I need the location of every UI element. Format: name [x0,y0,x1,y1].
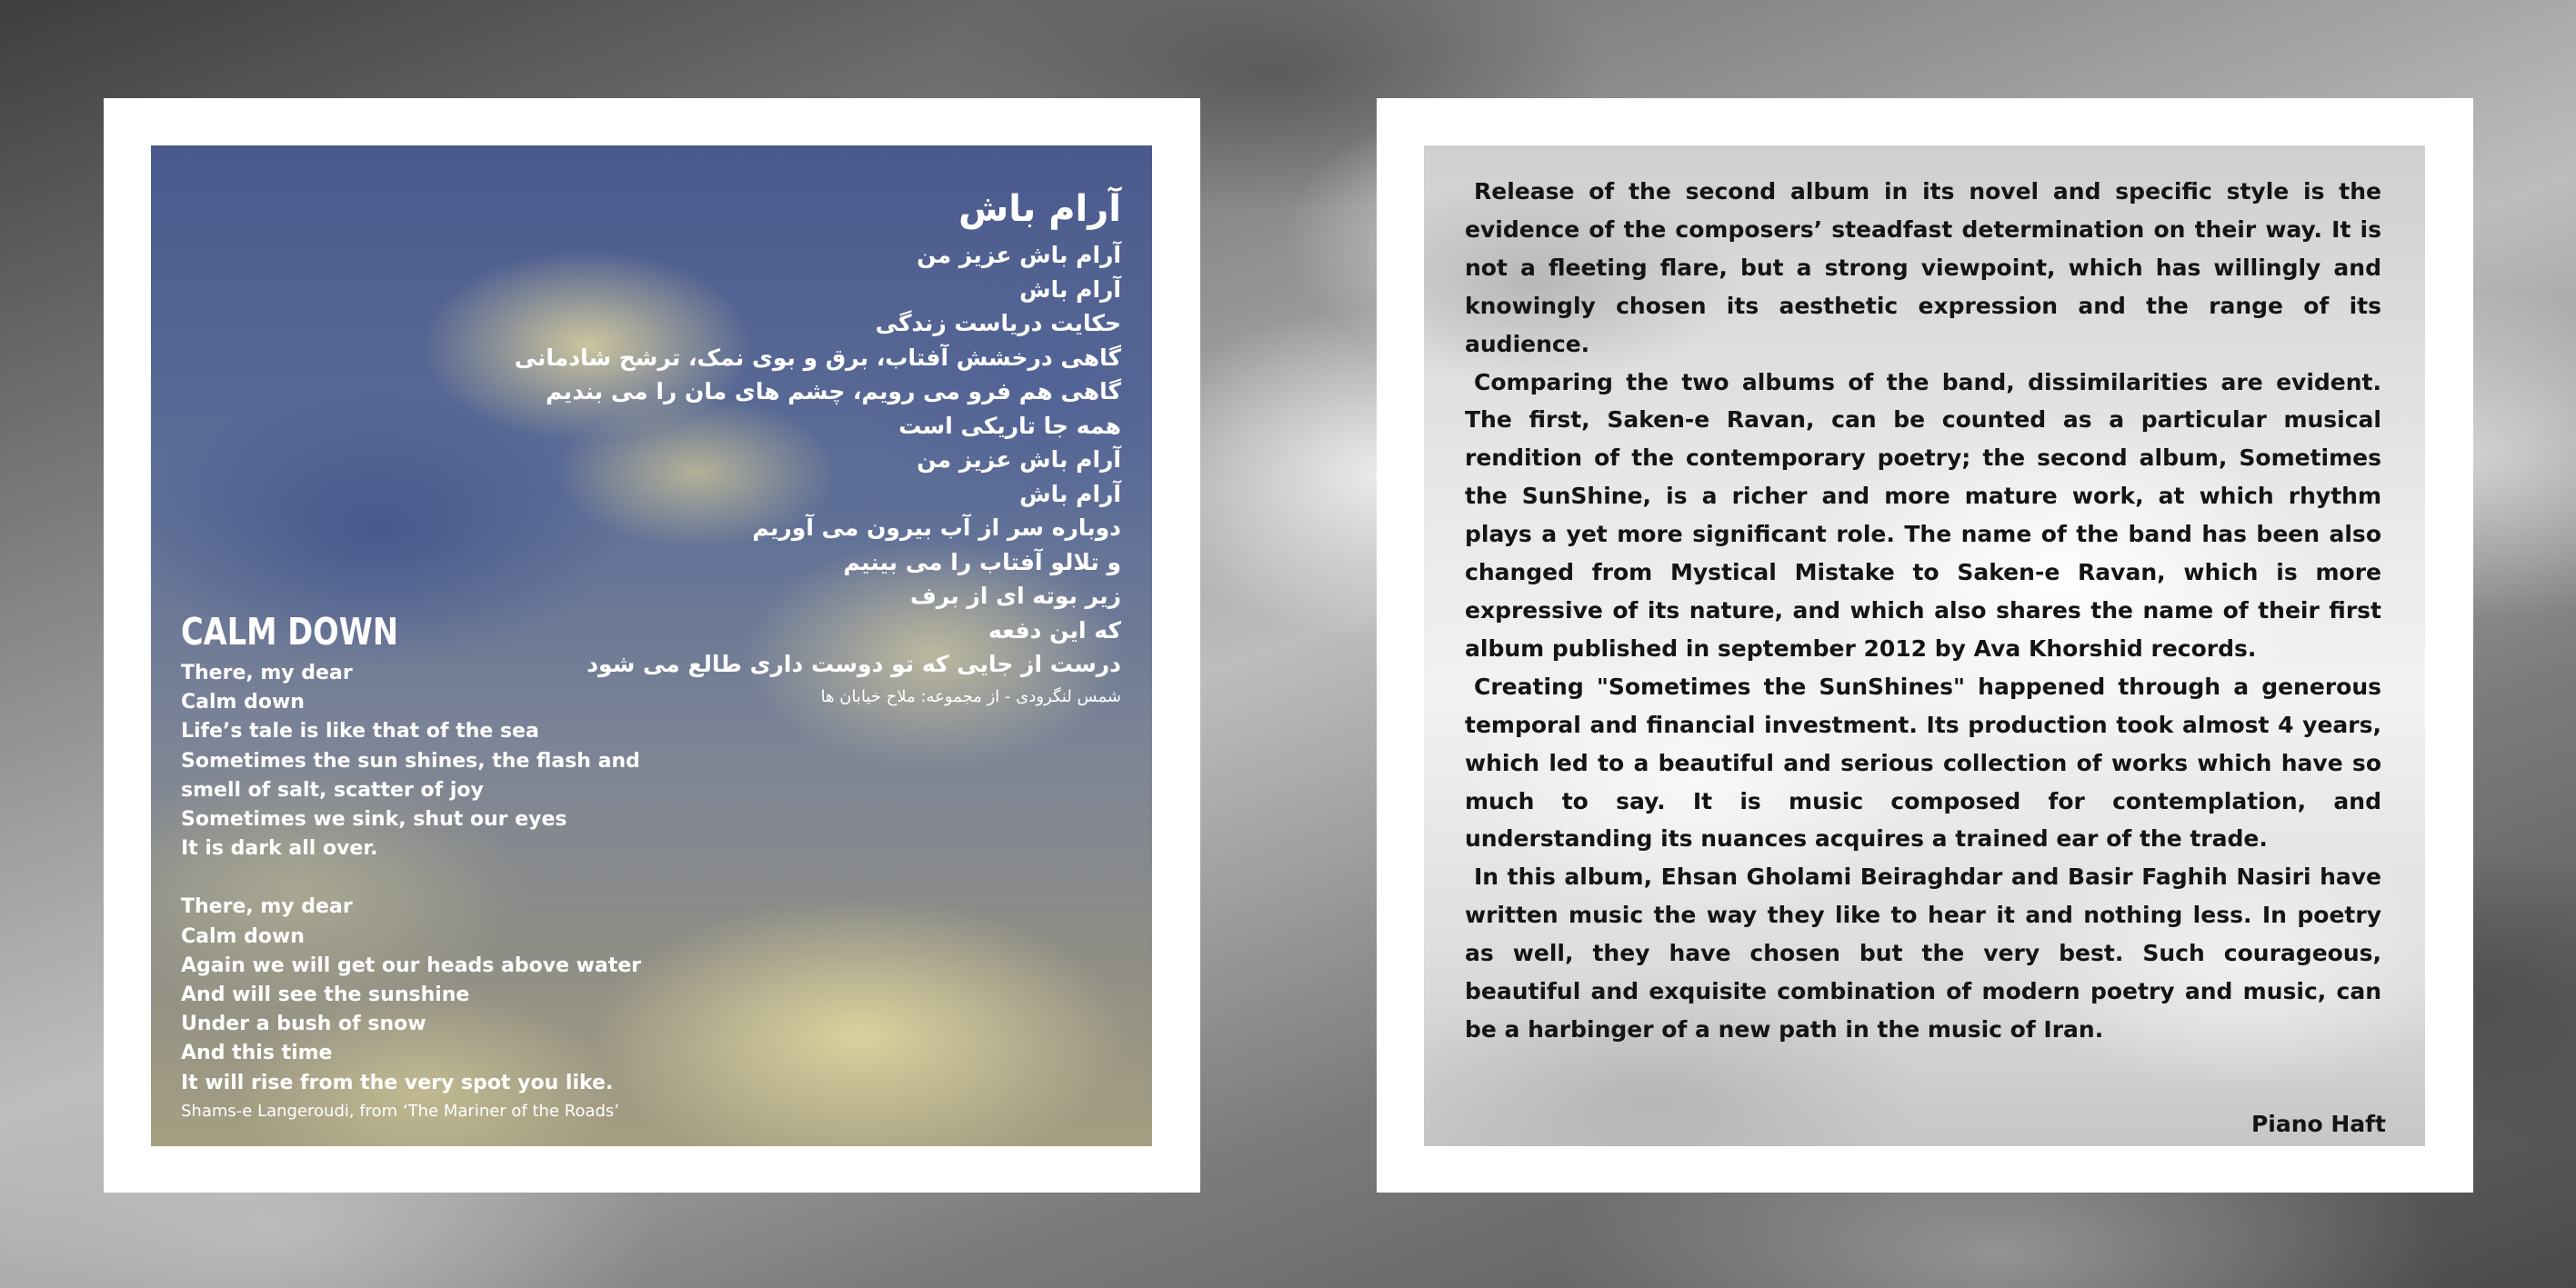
english-poem-title: CALM DOWN [181,610,398,654]
persian-poem-line: درست از جایی که تو دوست داری طالع می شود [586,651,1121,677]
persian-poem-credit: شمس لنگرودی - از مجموعه: ملاح خیابان ها [820,686,1121,706]
persian-poem-line: گاهی هم فرو می رویم، چشم های مان را می بندیم [546,378,1121,404]
persian-poem-line: آرام باش عزیز من [917,446,1121,473]
persian-poem-line: آرام باش عزیز من [917,242,1121,268]
english-poem [181,604,745,1125]
right-booklet-page [1377,98,2473,1193]
english-poem-line: Calm down [181,924,305,948]
description-paragraph: Comparing the two albums of the band, dissimilarities are evident. The first, Saken-e Ravan, can be counted as a particular musical rendition of the contemporary poetry; the second album, Sometimes the SunShine, is a richer and more mature work, at which rhythm plays a yet more significant role. The name of the band has been also changed from Mystical Mistake to Saken-e Ravan, which is more expressive of its nature, and which also shares the name of their first album published in september 2012 by Ava Khorshid records. [1465,368,2381,662]
sky-background-image [151,145,1152,1146]
persian-poem-line: گاهی درخشش آفتاب، برق و بوی نمک، ترشح شادمانی [514,344,1121,371]
english-poem-line: It will rise from the very spot you like. [181,1071,614,1094]
persian-poem-line: حکایت دریاست زندگی [875,310,1121,336]
left-booklet-page [104,98,1200,1193]
english-poem-line: It is dark all over. [181,837,378,861]
english-poem-line: And will see the sunshine [181,983,470,1007]
persian-poem-line: زیر بوته ای از برف [909,583,1121,609]
english-poem-line: Life’s tale is like that of the sea [181,720,539,744]
persian-poem-title: آرام باش [958,188,1121,230]
english-poem-line: Again we will get our heads above water [181,954,642,977]
persian-poem-line: آرام باش [1019,275,1121,303]
persian-poem-line: دوباره سر از آب بیرون می آوریم [752,514,1121,541]
english-poem-credit: Shams-e Langeroudi, from ‘The Mariner of the Roads’ [181,1101,620,1121]
english-poem-line: smell of salt, scatter of joy [181,778,484,802]
persian-poem-line: که این دفعه [987,616,1121,644]
description-paragraph: Release of the second album in its novel and specific style is the evidence of the composers’ steadfast determination on their way. It is not a fleeting flare, but a strong viewpoint, which has willingly and knowingly chosen its aesthetic expression and the range of its audience. [1465,178,2381,357]
stanza-gap [181,864,745,893]
english-poem-line: There, my dear [181,662,353,684]
english-poem-line: There, my dear [181,895,353,919]
description-paragraph: Creating "Sometimes the SunShines" happened through a generous temporal and financial investment. Its production took almost 4 years, which led to a beautiful and serious collection of works which have so much to say. It is music composed for contemplation, and understanding its nuances acquires a trained ear of the trade. [1465,673,2381,853]
english-poem-line: And this time [181,1042,333,1065]
album-description [1465,173,2381,1049]
persian-poem-line: و تلالو آفتاب را می بینیم [843,548,1121,575]
english-poem-line: Under a bush of snow [181,1013,426,1036]
english-poem-line: Sometimes we sink, shut our eyes [181,808,567,832]
english-poem-line: Sometimes the sun shines, the flash and [181,749,640,773]
description-paragraph: In this album, Ehsan Gholami Beiraghdar and Basir Faghih Nasiri have written music the way they like to hear it and nothing less. In poetry as well, they have chosen but the very best. Such courageous, beautiful and exquisite combination of modern poetry and music, can be a harbinger of a new path in the music of Iran. [1465,864,2381,1043]
persian-poem-line: همه جا تاریکی است [898,412,1121,439]
cloud-background-image [1424,145,2425,1146]
signature: Piano Haft [2250,1111,2386,1137]
english-poem-line: Calm down [181,691,305,714]
persian-poem-line: آرام باش [1019,480,1121,507]
